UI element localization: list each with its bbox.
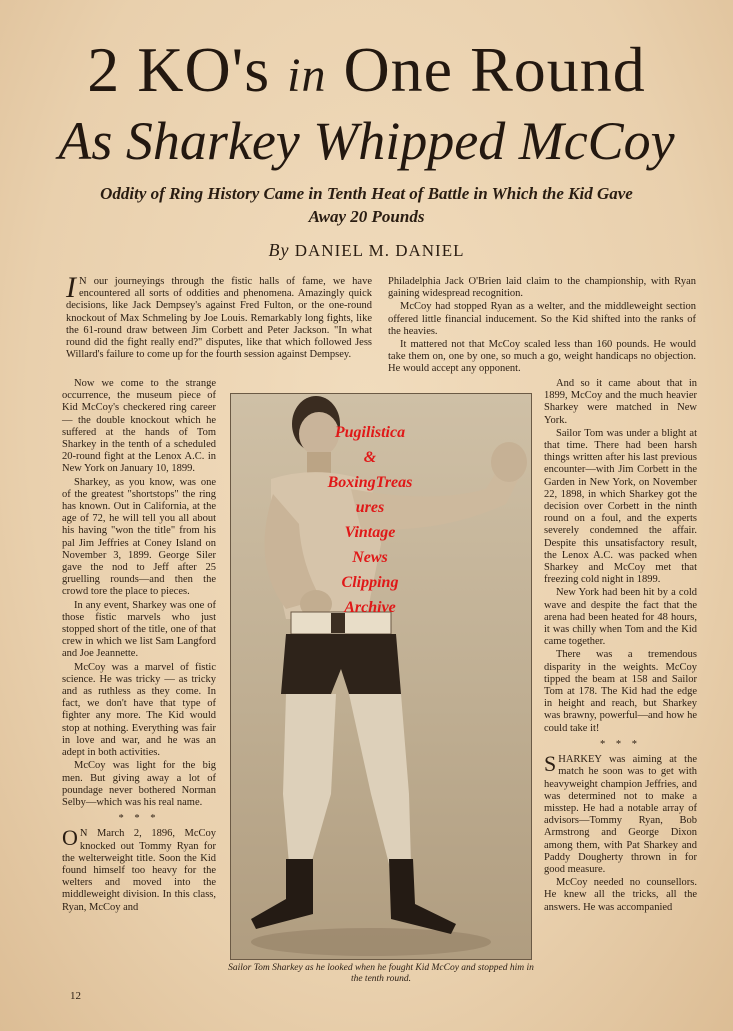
byline-prefix: By bbox=[268, 240, 290, 260]
watermark-line-8: Archive bbox=[344, 599, 396, 616]
intro-paragraph bbox=[66, 271, 372, 362]
intro-text: N our journeyings through the fistic halls of fame, we have encountered all sorts of oddities and phenomena. Amazingly quick decisions, like Jack Dempsey's against Fred Fulton, or the one-round knockout of Max Schmeling by Joe Louis. Remarkably long fights, like the 61-round draw between Jim Corbett and Peter Jackson. "In what round did the fight really end?" disputes, like that which followed Jess Willard's failure to come up for the fourth session against Dempsey. bbox=[66, 276, 372, 361]
left-para-3: In any event, Sharkey was one of those fistic marvels who just stopped short of the title, one of that crew in which we list Sam Langford and Joe Jeannette. bbox=[62, 599, 216, 660]
byline bbox=[0, 240, 733, 261]
right-column bbox=[544, 378, 697, 915]
drop-cap-o: O bbox=[62, 825, 78, 851]
right-section2-text: HARKEY was aiming at the match he soon was to get with heavyweight champion Jeffries, and was determined not to make a misstep. He had a notable array of advisors—Tommy Ryan, Bob Armstrong and George Dixon among them, with Pat Sharkey and Paddy Dougherty thrown in for good measure. bbox=[544, 754, 697, 875]
subheadline: Oddity of Ring History Came in Tenth Heat of Battle in Which the Kid Gave Away 20 Pounds bbox=[100, 184, 633, 226]
left-para-1: Now we come to the strange occurrence, the museum piece of Kid McCoy's checkered ring career — the double knockout which he suffered at the hands of Tom Sharkey in the tenth of a scheduled 20-round fight at the Lenox A.C. in New York on January 10, 1899. bbox=[62, 378, 216, 475]
watermark-line-1: Pugilistica bbox=[334, 424, 406, 441]
headline-part-c: One Round bbox=[343, 34, 646, 105]
right-para-4: There was a tremendous disparity in the weights. McCoy tipped the beam at 158 and Sailor Tom at 178. The Kid had the edge in height and reach, but Sharkey was brawny, powerful—and how he could take it! bbox=[544, 649, 697, 734]
left-para-4: McCoy was a marvel of fistic science. He was tricky — as tricky and as ruthless as they come. In fact, we don't have that type of fighter any more. The Kid would stop at nothing. Everything was fair in love and war, and he was an adept in both activities. bbox=[62, 661, 216, 759]
headline-part-a: 2 KO's bbox=[87, 34, 271, 105]
right-top-paragraphs bbox=[388, 276, 696, 377]
drop-cap-i: I bbox=[66, 271, 76, 304]
section-divider-stars: * * * bbox=[118, 813, 160, 825]
watermark-line-3: BoxingTreas bbox=[327, 474, 413, 491]
author-name: DANIEL M. DANIEL bbox=[294, 241, 465, 260]
watermark-line-6: News bbox=[352, 549, 388, 566]
photo-caption: Sailor Tom Sharkey as he looked when he fought Kid McCoy and stopped him in the tenth round. bbox=[228, 963, 534, 984]
page-number: 12 bbox=[70, 990, 81, 1002]
archive-watermark bbox=[300, 420, 440, 620]
left-para-5: McCoy was light for the big men. But giving away a lot of poundage never bothered Norman Selby—which was his real name. bbox=[62, 760, 216, 808]
headline-line-1 bbox=[0, 30, 733, 116]
right-para-last: McCoy needed no counsellors. He knew all the tricks, all the answers. He was accompanied bbox=[544, 877, 697, 913]
headline-part-b: in bbox=[287, 49, 327, 102]
drop-cap-s: S bbox=[544, 751, 557, 777]
right-top-para-1: Philadelphia Jack O'Brien laid claim to the championship, with Ryan gaining widespread recognition. bbox=[388, 276, 696, 300]
right-top-para-2: McCoy had stopped Ryan as a welter, and the middleweight section offered little financial inducement. So the Kid shifted into the ranks of the heavies. bbox=[388, 301, 696, 337]
right-para-3: New York had been hit by a cold wave and despite the fact that the arena had been heated for 48 hours, it was chilly when Tom and the Kid came together. bbox=[544, 587, 697, 648]
watermark-line-2: & bbox=[363, 449, 377, 466]
right-para-1: And so it came about that in 1899, McCoy and the much heavier Sharkey were matched in New York. bbox=[544, 378, 697, 426]
right-top-para-3: It mattered not that McCoy scaled less than 160 pounds. He would take them on, one by one, so much a go, weight handicaps no objection. He would accept any opponent. bbox=[388, 339, 696, 375]
left-para-2: Sharkey, as you know, was one of the greatest "shortstops" the ring has known. Out in California, at the age of 72, he will tell you all about his having "won the title" from his pal Jim Jeffries at Coney Island on November 3, 1899. George Siler gave the nod to Jeff after 25 gruelling rounds—and then the crowd tore the place to pieces. bbox=[62, 476, 216, 598]
watermark-line-5: Vintage bbox=[344, 524, 396, 541]
right-para-2: Sailor Tom was under a blight at that time. There had been harsh things written after his last previous encounter—with Jim Corbett in the Garden in New York, on November 22, 1898, in which Sharkey got the decision over Corbett in the ninth round on a foul, and the experts severely condemned the affair. Despite this unsatisfactory result, the Lenox A.C. was packed when Sharkey and McCoy met that freezing cold night in 1899. bbox=[544, 427, 697, 586]
watermark-line-4: ures bbox=[355, 499, 385, 516]
headline-line-2: As Sharkey Whipped McCoy bbox=[58, 111, 675, 171]
left-column bbox=[62, 378, 216, 915]
section-divider-stars-2: * * * bbox=[600, 738, 641, 750]
watermark-line-7: Clipping bbox=[341, 574, 399, 591]
left-section2-text: N March 2, 1896, McCoy knocked out Tommy Ryan for the welterweight title. Soon the Kid found himself too heavy for the welters and moved into the middleweight division. In this class, Ryan, McCoy and bbox=[62, 828, 216, 913]
